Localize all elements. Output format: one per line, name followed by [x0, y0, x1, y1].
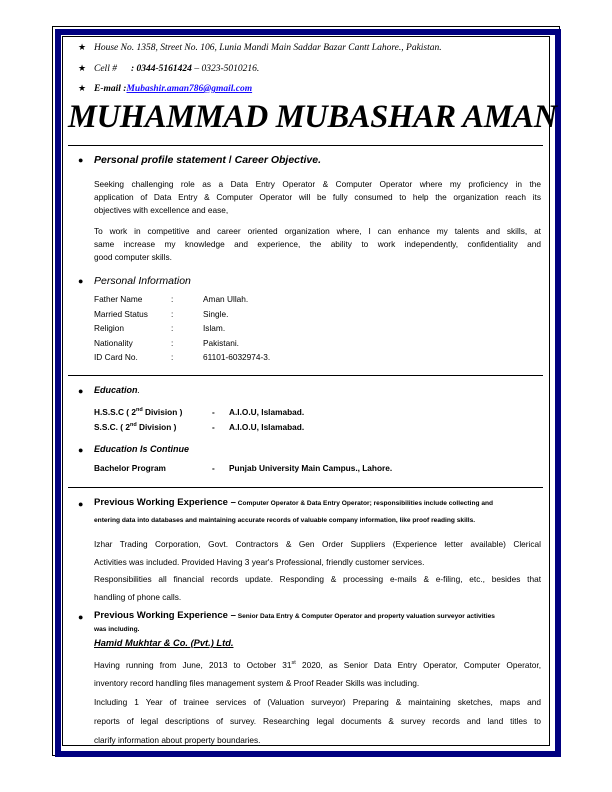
email-label: E-mail :: [94, 84, 127, 94]
text-line: Seeking challenging role as a Data Entry Operator & Computer Operator where my proficiency in the: [94, 179, 541, 189]
divider: [68, 375, 543, 376]
text-line: handling of phone calls.: [94, 591, 182, 602]
cell-secondary: – 0323-5010216.: [194, 64, 260, 74]
text-line: same increase my knowledge and experience, the ability to work independently, confidentiality and: [94, 239, 541, 249]
info-label: Nationality: [94, 338, 133, 348]
degree-sup: nd: [129, 422, 137, 429]
objective-paragraph-1: [94, 178, 541, 217]
experience2-heading-line: [94, 610, 495, 621]
bullet-icon: ●: [78, 155, 84, 165]
education-sep: -: [212, 407, 215, 417]
profile-heading-b: Career Objective.: [231, 154, 322, 166]
profile-heading: [94, 154, 321, 166]
email-link[interactable]: Mubashir.aman786@gmail.com: [126, 84, 253, 94]
education-heading-text: Education: [94, 385, 138, 395]
profile-heading-slash: /: [228, 154, 232, 166]
experience1-heading-line: [94, 497, 493, 508]
info-label: Religion: [94, 323, 124, 333]
division: Division ): [142, 407, 183, 417]
info-sep: :: [171, 352, 174, 362]
experience-heading: Previous Working Experience –: [94, 497, 236, 508]
bullet-icon: ●: [78, 499, 84, 509]
program: Bachelor Program: [94, 463, 166, 473]
education-institute: A.I.O.U, Islamabad.: [229, 407, 305, 417]
info-value: Islam.: [203, 323, 226, 333]
experience-summary: Senior Data Entry & Computer Operator and property valuation surveyor activities: [235, 613, 495, 620]
education-degree: [94, 407, 182, 417]
program-institute: Punjab University Main Campus., Lahore.: [229, 463, 393, 473]
company-name: Hamid Mukhtar & Co. (Pvt.) Ltd.: [94, 638, 234, 648]
bullet-icon: ●: [78, 276, 84, 286]
info-value: 61101-6032974-3.: [203, 352, 271, 362]
text-line: inventory record handling files management system & Proof Reader Skills was including.: [94, 678, 420, 689]
education-continue-heading: Education Is Continue: [94, 444, 190, 454]
info-sep: :: [171, 294, 174, 304]
text-sup: st: [291, 660, 296, 666]
text-line: reports of legal descriptions of survey. Researching legal documents & survey records and land titles to: [94, 715, 541, 726]
text-span: Having running from June, 2013 to October 31: [94, 659, 292, 670]
cell-sep: :: [130, 64, 135, 74]
info-label: ID Card No.: [94, 352, 138, 362]
text-line: objectives with excellence and ease,: [94, 205, 229, 215]
address: House No. 1358, Street No. 106, Lunia Mandi Main Saddar Bazar Cantt Lahore., Pakistan.: [94, 43, 442, 53]
text-line: [94, 654, 541, 674]
education-sep: -: [212, 422, 215, 432]
text-line: To work in competitive and career oriented organization where, I can enhance my talents and skills, at: [94, 226, 541, 236]
divider: [68, 487, 543, 488]
degree-sup: nd: [135, 407, 143, 414]
info-value: Aman Ullah.: [203, 294, 249, 304]
info-sep: :: [171, 309, 174, 319]
experience-summary: was including.: [94, 626, 140, 633]
info-value: Pakistani.: [203, 338, 239, 348]
text-line: Activities was included. Provided Having 3 year's Professional, friendly customer services.: [94, 556, 425, 567]
education-institute: A.I.O.U, Islamabad.: [229, 422, 305, 432]
info-sep: :: [171, 323, 174, 333]
info-label: Father Name: [94, 294, 143, 304]
star-bullet-icon: ★: [78, 63, 87, 73]
experience-heading: Previous Working Experience –: [94, 610, 236, 621]
degree: S.S.C. ( 2: [94, 422, 130, 432]
info-value: Single.: [203, 309, 229, 319]
profile-heading-a: Personal profile statement: [94, 154, 229, 166]
text-line: clarify information about property boundaries.: [94, 734, 261, 745]
info-label: Married Status: [94, 309, 148, 319]
education-heading-dot: .: [137, 385, 141, 395]
text-line: Including 1 Year of trainee services of (Valuation surveyor) Preparing & maintaining sketches, maps and: [94, 697, 541, 708]
division: Division ): [136, 422, 177, 432]
experience2-details: [94, 654, 541, 749]
education-degree: [94, 422, 176, 432]
bullet-icon: ●: [78, 612, 84, 622]
text-line: good computer skills.: [94, 252, 172, 262]
divider: [68, 145, 543, 146]
bullet-icon: ●: [78, 445, 84, 455]
email-line: [78, 83, 252, 94]
applicant-name: MUHAMMAD MUBASHAR AMAN: [68, 99, 557, 135]
info-sep: :: [171, 338, 174, 348]
cell-primary: 0344-5161424: [136, 64, 192, 74]
personal-info-heading: Personal Information: [94, 275, 191, 287]
experience-summary: Computer Operator & Data Entry Operator; responsibilities include collecting and: [235, 500, 494, 507]
cell-line: [78, 63, 259, 74]
objective-paragraph-2: [94, 225, 541, 264]
star-bullet-icon: ★: [78, 83, 87, 93]
star-bullet-icon: ★: [78, 42, 87, 52]
bullet-icon: ●: [78, 386, 84, 396]
text-line: Responsibilities all financial records update. Responding & processing e-mails & e-filing, etc., besides that: [94, 574, 541, 584]
address-line: [78, 42, 442, 53]
text-line: application of Data Entry & Computer Operator will be fully consumed to help the organization reach its: [94, 192, 541, 202]
education-heading: [94, 385, 140, 395]
text-span: 2020, as Senior Data Entry Operator, Computer Operator,: [295, 659, 541, 670]
cell-label: Cell #: [94, 64, 117, 74]
degree: H.S.S.C ( 2: [94, 407, 136, 417]
text-line: Izhar Trading Corporation, Govt. Contractors & Gen Order Suppliers (Experience letter available) Clerical: [94, 539, 541, 549]
program-sep: -: [212, 463, 215, 473]
experience1-details: [94, 536, 541, 606]
experience-summary: entering data into databases and maintaining accurate records of valuable company information, like proof reading skills.: [94, 517, 476, 524]
